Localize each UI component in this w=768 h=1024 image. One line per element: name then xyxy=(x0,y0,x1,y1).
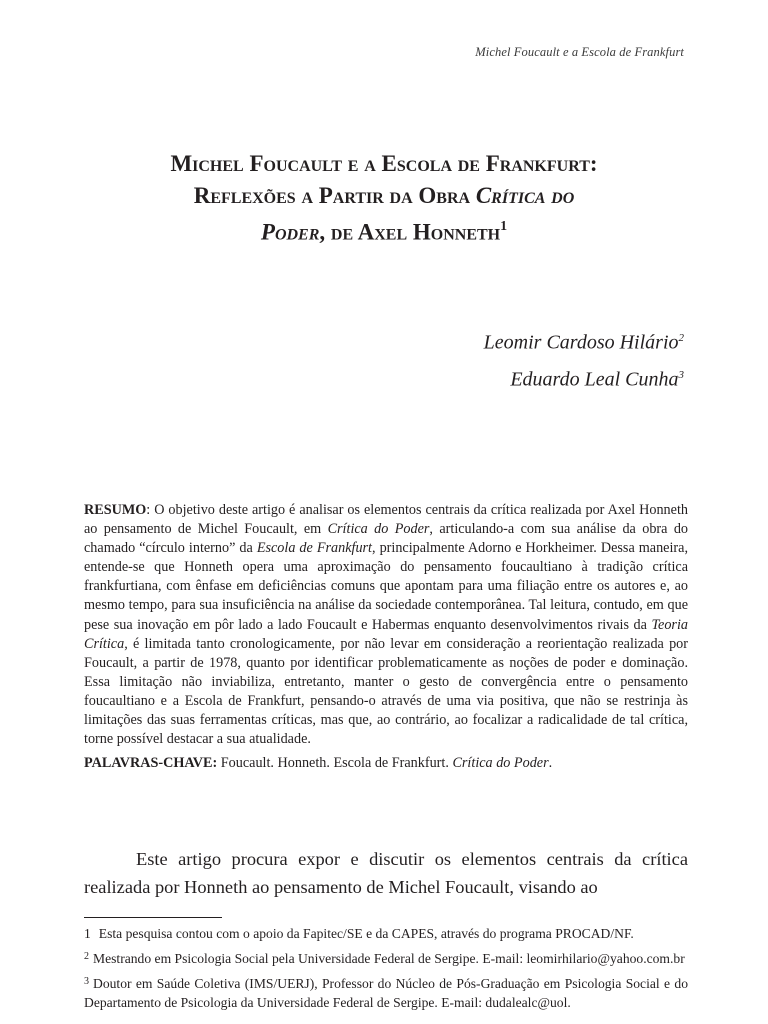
body-paragraph-text: Este artigo procura expor e discutir os elementos centrais da crítica realizada por Honneth ao pensamento de Michel Foucault, visando ao xyxy=(84,849,688,897)
abstract-text-3: , principalmente Adorno e Horkheimer. Dessa maneira, entende-se que Honneth opera uma aproximação do pensamento foucaultiano à tradição crítica frankfurtiana, com ênfase em deficiências comuns que apontam para uma filiação entre os autores e, ao mesmo tempo, para sua insuficiência na análise da sociedade contemporânea. Tal leitura, contudo, em que pese sua inovação em pôr lado a lado Foucault e Habermas enquanto desenvolvimentos rivais da xyxy=(84,540,688,633)
title-line-3 xyxy=(84,212,684,249)
author-2-name: Eduardo Leal Cunha xyxy=(510,368,679,391)
title-line-3-italic: Poder xyxy=(260,219,320,245)
title-footnote-marker: 1 xyxy=(500,219,508,234)
author-1 xyxy=(484,322,684,359)
keywords-italic: Crítica do Poder xyxy=(452,755,549,771)
authors xyxy=(484,322,684,395)
article-title xyxy=(84,148,684,249)
footnote-rule xyxy=(84,917,222,918)
footnote-3-text: Doutor em Saúde Coletiva (IMS/UERJ), Professor do Núcleo de Pós-Graduação em Psicologia Social e do Departamento de Psicologia da Universidade Federal de Sergipe. E-mail: dudalealc@uol. xyxy=(84,976,688,1010)
footnote-1 xyxy=(84,924,688,943)
keywords-text: Foucault. Honneth. Escola de Frankfurt. xyxy=(217,755,453,771)
footnote-3 xyxy=(84,972,688,1012)
author-2-note: 3 xyxy=(678,368,684,381)
title-line-2 xyxy=(84,180,684,212)
author-1-note: 2 xyxy=(678,332,684,344)
abstract-italic-2: Escola de Frankfurt xyxy=(256,540,373,557)
abstract-label: RESUMO xyxy=(84,502,147,518)
keywords-label: PALAVRAS-CHAVE: xyxy=(84,755,218,771)
running-head: Michel Foucault e a Escola de Frankfurt xyxy=(475,45,684,59)
abstract-italic-3: Teoria Crítica xyxy=(84,616,688,652)
keywords xyxy=(84,754,688,773)
footnote-2-text: Mestrando em Psicologia Social pela Universidade Federal de Sergipe. E-mail: leomirhilario@yahoo.com.br xyxy=(93,951,685,966)
title-line-2-text: Reflexões a Partir da Obra xyxy=(193,183,476,208)
abstract xyxy=(84,501,688,749)
abstract-italic-1: Crítica do Poder xyxy=(327,521,430,538)
title-line-2-italic: Crítica do xyxy=(475,183,575,208)
footnote-2-number: 2 xyxy=(84,951,89,962)
body-paragraph xyxy=(84,845,688,901)
footnote-2 xyxy=(84,947,688,968)
abstract-text-2: , articulando-a com sua análise da obra do chamado “círculo interno” da xyxy=(84,521,689,557)
abstract-text-4: , é limitada tanto cronologicamente, por não levar em consideração a reorientação realizada por Foucault, a partir de 1978, quanto por identificar problematicamente as noções de poder e dominação. Essa limitação não inviabiliza, entretanto, manter o gesto de convergência entre o pensamento foucaultiano e a Escola de Frankfurt, pensando-o através de uma via positiva, que não se restrinja às limitações das suas ferramentas críticas, mas que, ao contrário, ao focalizar a radicalidade de tal crítica, torne possível destacar a sua atualidade. xyxy=(84,635,688,748)
author-2 xyxy=(484,359,684,396)
author-1-name: Leomir Cardoso Hilário xyxy=(483,331,679,354)
title-line-3-text: , de Axel Honneth xyxy=(319,219,501,245)
footnote-1-number: 1 xyxy=(84,926,91,941)
footnote-3-number: 3 xyxy=(84,976,89,987)
footnote-1-text: Esta pesquisa contou com o apoio da Fapitec/SE e da CAPES, através do programa PROCAD/NF. xyxy=(98,926,634,941)
keywords-end: . xyxy=(548,755,553,771)
footnotes xyxy=(84,924,688,1016)
abstract-text-1: : O objetivo deste artigo é analisar os elementos centrais da crítica realizada por Axel Honneth ao pensamento de Michel Foucault, em xyxy=(84,502,688,538)
title-line-1: Michel Foucault e a Escola de Frankfurt: xyxy=(170,151,598,176)
